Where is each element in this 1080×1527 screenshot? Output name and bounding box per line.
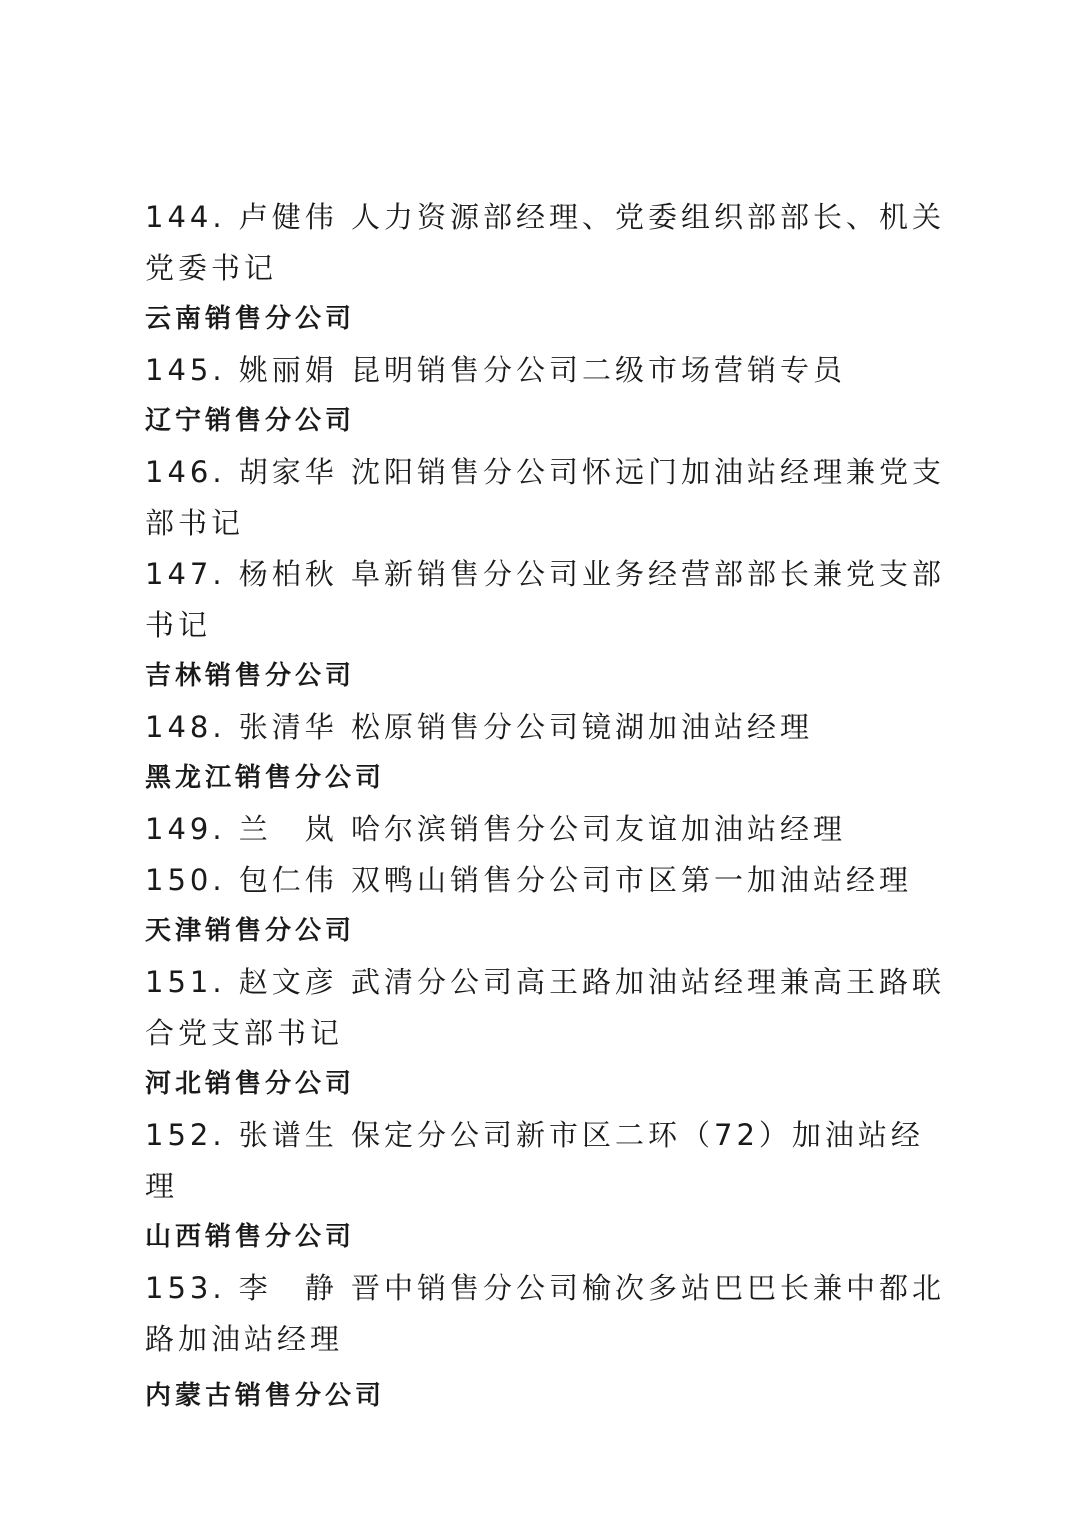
list-entry-149: 149. 兰 岚 哈尔滨销售分公司友谊加油站经理: [145, 812, 847, 846]
list-entry-153: 153. 李 静 晋中销售分公司榆次多站巴巴长兼中都北路加油站经理: [145, 1271, 946, 1356]
section-heading-shanxi: 山西销售分公司: [145, 1222, 356, 1252]
list-entry-144: 144. 卢健伟 人力资源部经理、党委组织部部长、机关党委书记: [145, 200, 946, 285]
list-entry-152: 152. 张谱生 保定分公司新市区二环（72）加油站经理: [145, 1118, 924, 1203]
section-heading-tianjin: 天津销售分公司: [145, 916, 356, 946]
list-entry-150: 150. 包仁伟 双鸭山销售分公司市区第一加油站经理: [145, 863, 913, 897]
list-entry-148: 148. 张清华 松原销售分公司镜湖加油站经理: [145, 710, 814, 744]
section-heading-yunnan: 云南销售分公司: [145, 304, 356, 334]
section-heading-neimenggu: 内蒙古销售分公司: [145, 1381, 386, 1411]
list-entry-145: 145. 姚丽娟 昆明销售分公司二级市场营销专员: [145, 353, 847, 387]
section-heading-heilongjiang: 黑龙江销售分公司: [145, 763, 386, 793]
list-entry-151: 151. 赵文彦 武清分公司高王路加油站经理兼高王路联合党支部书记: [145, 965, 946, 1050]
list-entry-146: 146. 胡家华 沈阳销售分公司怀远门加油站经理兼党支部书记: [145, 455, 946, 540]
document-body: [145, 192, 945, 1422]
section-heading-hebei: 河北销售分公司: [145, 1069, 356, 1099]
list-entry-147: 147. 杨柏秋 阜新销售分公司业务经营部部长兼党支部书记: [145, 557, 946, 642]
section-heading-jilin: 吉林销售分公司: [145, 661, 356, 691]
section-heading-liaoning: 辽宁销售分公司: [145, 406, 356, 436]
